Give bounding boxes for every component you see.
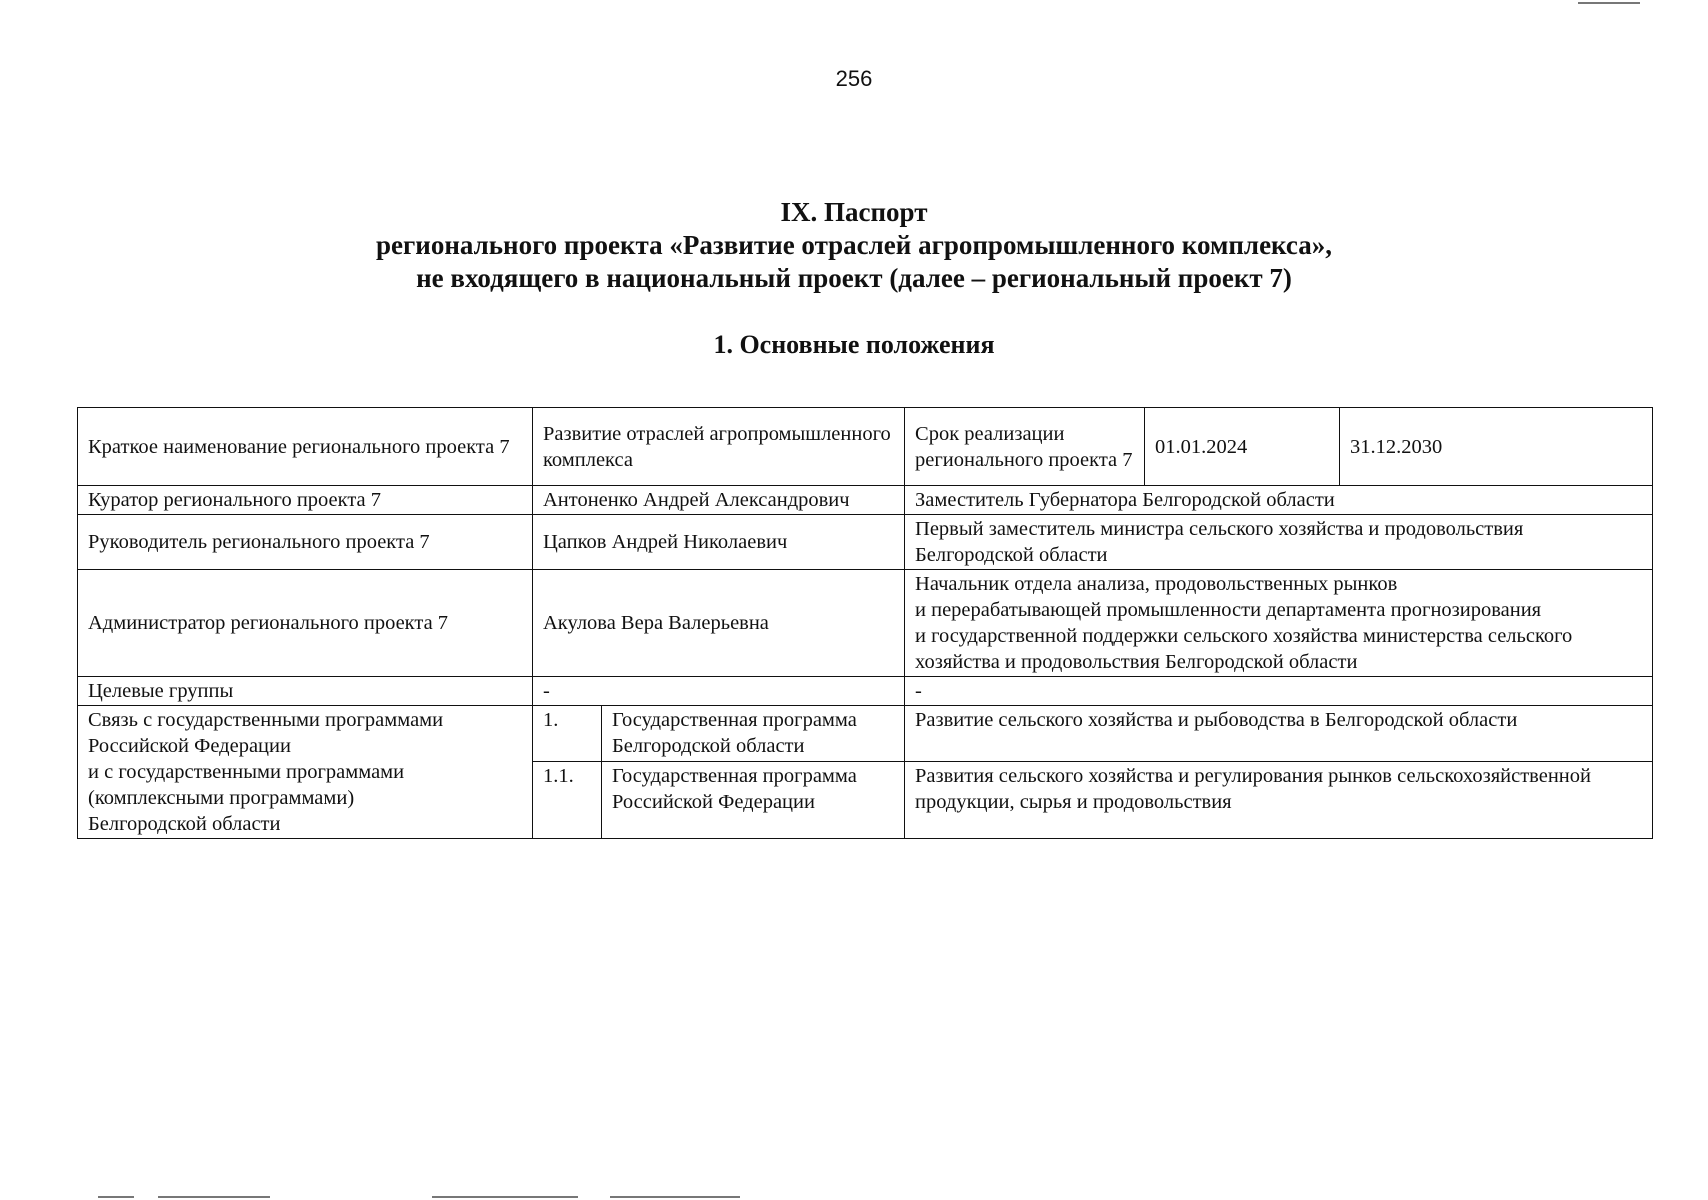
program-name: Развитие сельского хозяйства и рыбоводства в Белгородской области xyxy=(905,706,1653,762)
start-date: 01.01.2024 xyxy=(1145,408,1340,486)
section-title: 1. Основные положения xyxy=(713,330,995,359)
document-title xyxy=(0,196,1708,295)
head-name: Цапков Андрей Николаевич xyxy=(533,515,905,570)
short-name-value: Развитие отраслей агропромышленного комплекса xyxy=(533,408,905,486)
admin-position: Начальник отдела анализа, продовольственных рынков и перерабатывающей промышленности департамента прогнозирования и государственной поддержки сельского хозяйства министерства сельского хозяйства и продовольствия Белгородской области xyxy=(905,570,1653,677)
title-line-3: не входящего в национальный проект (далее – региональный проект 7) xyxy=(416,263,1292,293)
curator-label: Куратор регионального проекта 7 xyxy=(78,486,533,515)
scan-artifact-bottom xyxy=(98,1196,134,1198)
target-groups-label: Целевые группы xyxy=(78,677,533,706)
program-number: 1.1. xyxy=(533,762,602,839)
table-row-short-name xyxy=(78,408,1653,486)
admin-label: Администратор регионального проекта 7 xyxy=(78,570,533,677)
scan-artifact-bottom xyxy=(610,1196,740,1198)
table-row-curator xyxy=(78,486,1653,515)
curator-position: Заместитель Губернатора Белгородской области xyxy=(905,486,1653,515)
table-row-program-link-1 xyxy=(78,706,1653,762)
scan-artifact-bottom xyxy=(432,1196,578,1198)
table-row-head xyxy=(78,515,1653,570)
passport-table xyxy=(77,407,1653,839)
end-date: 31.12.2030 xyxy=(1340,408,1653,486)
program-type: Государственная программа Белгородской области xyxy=(602,706,905,762)
head-position: Первый заместитель министра сельского хозяйства и продовольствия Белгородской области xyxy=(905,515,1653,570)
scan-artifact-top xyxy=(1578,2,1640,4)
program-number: 1. xyxy=(533,706,602,762)
table-row-admin xyxy=(78,570,1653,677)
title-line-2: регионального проекта «Развитие отраслей агропромышленного комплекса», xyxy=(376,230,1332,260)
head-label: Руководитель регионального проекта 7 xyxy=(78,515,533,570)
program-name: Развития сельского хозяйства и регулирования рынков сельскохозяйственной продукции, сырья и продовольствия xyxy=(905,762,1653,839)
program-links-label: Связь с государственными программами Российской Федерации и с государственными программами (комплексными программами) Белгородской области xyxy=(78,706,533,839)
target-groups-note: - xyxy=(905,677,1653,706)
target-groups-value: - xyxy=(533,677,905,706)
period-label: Срок реализации регионального проекта 7 xyxy=(905,408,1145,486)
program-type: Государственная программа Российской Федерации xyxy=(602,762,905,839)
title-line-1: IX. Паспорт xyxy=(780,197,928,227)
curator-name: Антоненко Андрей Александрович xyxy=(533,486,905,515)
short-name-label: Краткое наименование регионального проекта 7 xyxy=(78,408,533,486)
table-row-target-groups xyxy=(78,677,1653,706)
page-number: 256 xyxy=(835,66,873,91)
scan-artifact-bottom xyxy=(158,1196,270,1198)
admin-name: Акулова Вера Валерьевна xyxy=(533,570,905,677)
